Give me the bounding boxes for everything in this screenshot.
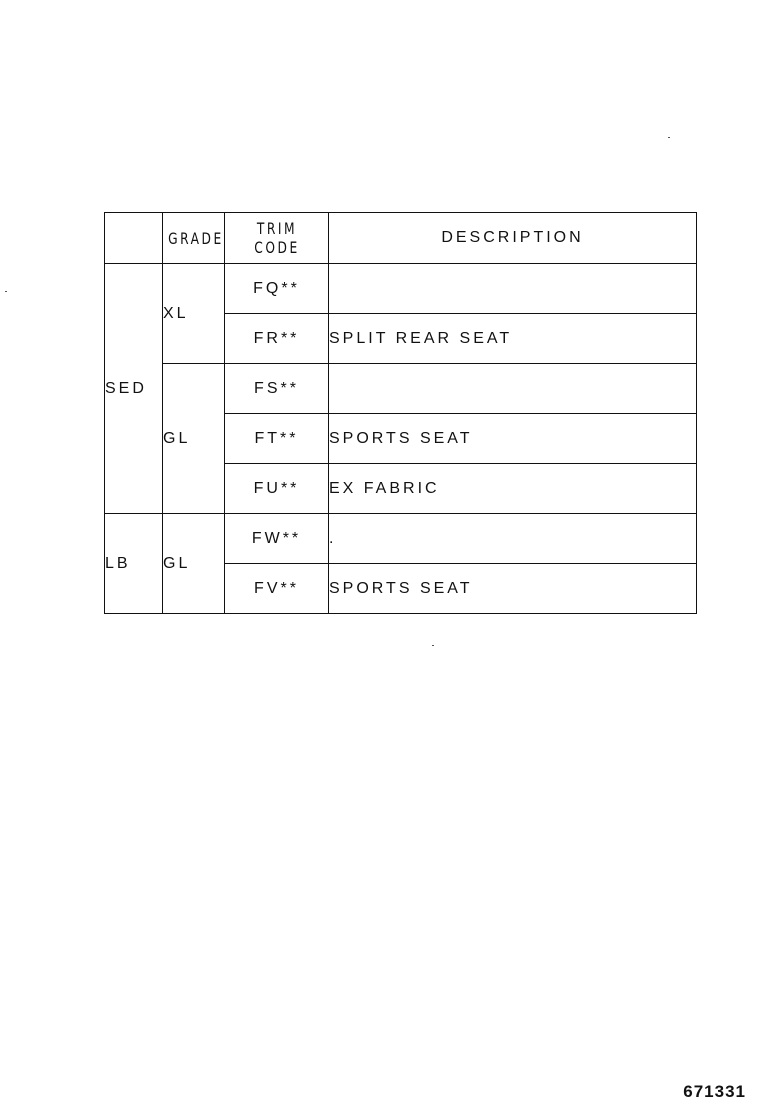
table-row [105, 514, 697, 564]
trim-code-cell: FS** [225, 364, 329, 414]
trim-code-cell: FW** [225, 514, 329, 564]
trim-code-cell: FU** [225, 464, 329, 514]
scan-speck [668, 137, 670, 138]
body-type-cell: SED [105, 264, 163, 514]
table-row [105, 264, 697, 314]
trim-code-cell: FT** [225, 414, 329, 464]
header-grade: GRADE [167, 213, 220, 264]
description-cell [329, 264, 697, 314]
grade-cell: XL [163, 264, 225, 364]
scan-speck [432, 645, 434, 646]
description-cell: EX FABRIC [329, 464, 697, 514]
description-cell: SPORTS SEAT [329, 564, 697, 614]
trim-code-cell: FQ** [225, 264, 329, 314]
header-trim-code: TRIM CODE [232, 213, 320, 264]
description-cell: SPLIT REAR SEAT [329, 314, 697, 364]
trim-code-cell: FV** [225, 564, 329, 614]
table-row [105, 364, 697, 414]
grade-cell: GL [163, 364, 225, 514]
trim-code-cell: FR** [225, 314, 329, 364]
description-cell: SPORTS SEAT [329, 414, 697, 464]
trim-code-table [104, 212, 697, 614]
header-type [105, 213, 163, 264]
grade-cell: GL [163, 514, 225, 614]
illustration-id: 671331 [683, 1082, 746, 1101]
scan-speck [5, 291, 7, 292]
description-cell: . [329, 514, 697, 564]
table-header-row [105, 213, 697, 264]
body-type-cell: LB [105, 514, 163, 614]
description-cell [329, 364, 697, 414]
header-description: DESCRIPTION [329, 213, 697, 264]
